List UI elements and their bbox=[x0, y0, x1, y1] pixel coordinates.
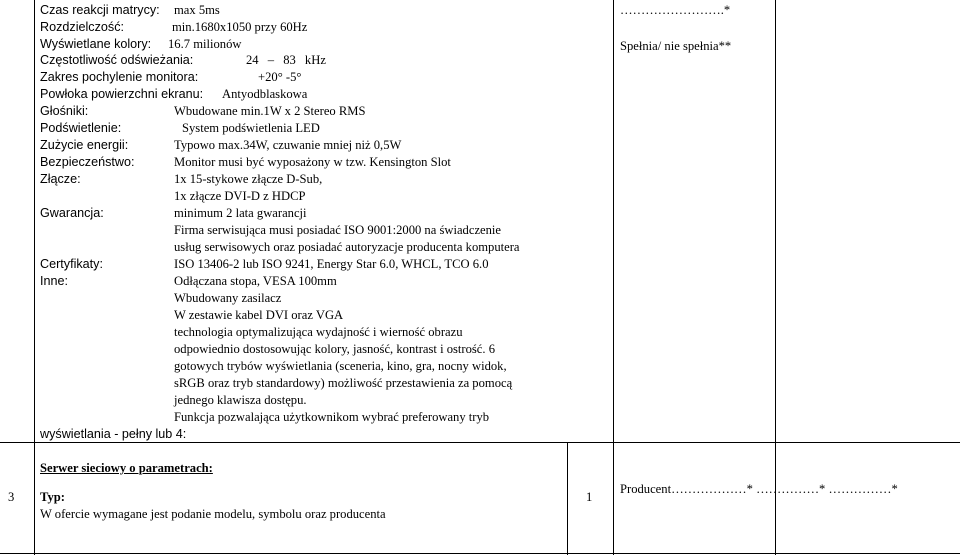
spec-value-backlight: System podświetlenia LED bbox=[182, 121, 320, 135]
spec-label-coating: Powłoka powierzchni ekranu: bbox=[40, 87, 204, 101]
spec-label-warranty: Gwarancja: bbox=[40, 206, 104, 220]
spec-value-other-tech-3: gotowych trybów wyświetlania (sceneria, kino, gra, nocny widok, bbox=[174, 359, 507, 373]
server-heading: Serwer sieciowy o parametrach: bbox=[40, 461, 213, 475]
spec-value-warranty-auth: usług serwisowych oraz posiadać autoryzacje producenta komputera bbox=[174, 240, 520, 254]
spec-value-resolution: min.1680x1050 przy 60Hz bbox=[172, 20, 308, 34]
col-divider-right bbox=[613, 0, 614, 555]
spec-value-security: Monitor musi być wyposażony w tzw. Kensington Slot bbox=[174, 155, 451, 169]
spec-value-other-tech-5: jednego klawisza dostępu. bbox=[174, 393, 307, 407]
spec-value-warranty-iso: Firma serwisująca musi posiadać ISO 9001:2000 na świadczenie bbox=[174, 223, 502, 237]
compliance-dots: …………………….* bbox=[620, 3, 731, 17]
spec-label-certificates: Certyfikaty: bbox=[40, 257, 103, 271]
spec-value-other-cables: W zestawie kabel DVI oraz VGA bbox=[174, 308, 344, 322]
spec-value-connector-dvi: 1x złącze DVI-D z HDCP bbox=[174, 189, 306, 203]
spec-value-power: Typowo max.34W, czuwanie mniej niż 0,5W bbox=[174, 138, 402, 152]
spec-value-other-mode: Funkcja pozwalająca użytkownikom wybrać preferowany tryb bbox=[174, 410, 490, 424]
row-number: 3 bbox=[8, 490, 15, 504]
row-divider bbox=[0, 442, 960, 443]
spec-label-backlight: Podświetlenie: bbox=[40, 121, 122, 135]
spec-label-tilt: Zakres pochylenie monitora: bbox=[40, 70, 199, 84]
spec-value-other-psu: Wbudowany zasilacz bbox=[174, 291, 282, 305]
spec-value-response-time: max 5ms bbox=[174, 3, 220, 17]
spec-label-response-time: Czas reakcji matrycy: bbox=[40, 3, 160, 17]
spec-value-other-tech-2: odpowiednio dostosowując kolory, jasność, kontrast i ostrość. 6 bbox=[174, 342, 495, 356]
producer-field: Producent………………* ……………* ……………* bbox=[620, 482, 898, 496]
table-bottom-border bbox=[0, 553, 960, 554]
spec-value-other-tech-4: sRGB oraz tryb standardowy) możliwość przestawienia za pomocą bbox=[174, 376, 513, 390]
spec-label-colors: Wyświetlane kolory: bbox=[40, 37, 152, 51]
compliance-status: Spełnia/ nie spełnia** bbox=[620, 39, 732, 53]
spec-value-certificates: ISO 13406-2 lub ISO 9241, Energy Star 6.0, WHCL, TCO 6.0 bbox=[174, 257, 489, 271]
offer-note: W ofercie wymagane jest podanie modelu, symbolu oraz producenta bbox=[40, 507, 386, 521]
spec-label-refresh: Częstotliwość odświeżania: bbox=[40, 53, 194, 67]
spec-value-refresh: 24 – 83 kHz bbox=[246, 53, 326, 67]
spec-value-other-stand: Odłączana stopa, VESA 100mm bbox=[174, 274, 337, 288]
spec-label-power: Zużycie energii: bbox=[40, 138, 129, 152]
spec-value-connector-dsub: 1x 15-stykowe złącze D-Sub, bbox=[174, 172, 323, 186]
spec-value-coating: Antyodblaskowa bbox=[222, 87, 308, 101]
spec-label-speakers: Głośniki: bbox=[40, 104, 89, 118]
spec-value-other-mode-2: wyświetlania - pełny lub 4: bbox=[40, 427, 187, 441]
spec-value-tilt: +20° -5° bbox=[258, 70, 302, 84]
spec-value-colors: 16.7 milionów bbox=[168, 37, 242, 51]
spec-label-other: Inne: bbox=[40, 274, 69, 288]
spec-value-warranty: minimum 2 lata gwarancji bbox=[174, 206, 307, 220]
type-label: Typ: bbox=[40, 490, 65, 504]
table-left-border bbox=[34, 0, 35, 555]
spec-label-connectors: Złącze: bbox=[40, 172, 81, 186]
spec-value-speakers: Wbudowane min.1W x 2 Stereo RMS bbox=[174, 104, 366, 118]
spec-label-resolution: Rozdzielczość: bbox=[40, 20, 124, 34]
col-divider-last bbox=[775, 0, 776, 555]
spec-value-other-tech: technologia optymalizująca wydajność i wierność obrazu bbox=[174, 325, 463, 339]
col-divider-qty-left bbox=[567, 442, 568, 555]
quantity: 1 bbox=[586, 490, 593, 504]
spec-label-security: Bezpieczeństwo: bbox=[40, 155, 135, 169]
